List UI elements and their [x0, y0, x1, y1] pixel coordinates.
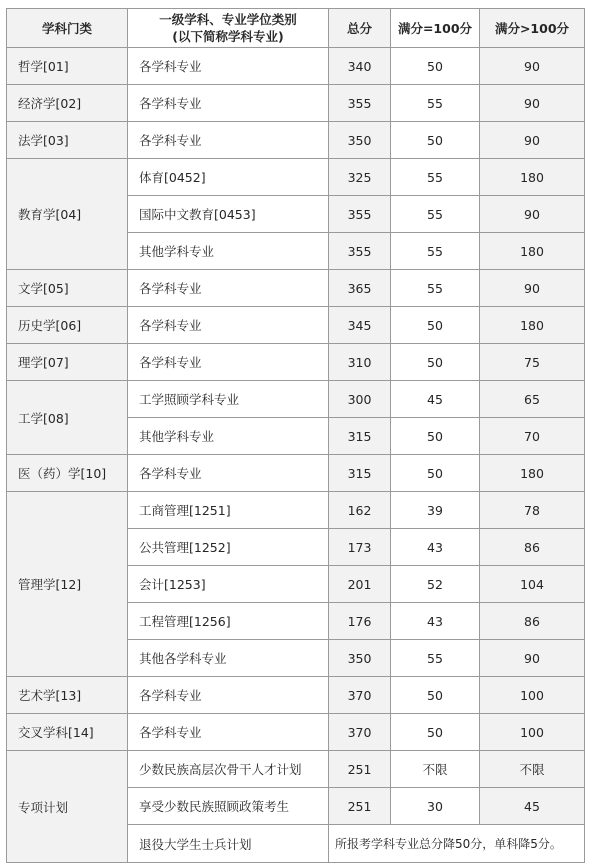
- score-100-cell: 55: [391, 196, 480, 233]
- score-100-cell: 不限: [391, 751, 480, 788]
- score-100-cell: 55: [391, 159, 480, 196]
- score-100-cell: 50: [391, 418, 480, 455]
- score-gt100-cell: 90: [480, 270, 585, 307]
- category-cell: 哲学[01]: [7, 48, 128, 85]
- score-gt100-cell: 86: [480, 529, 585, 566]
- table-row: [7, 751, 585, 788]
- specialty-cell: 其他学科专业: [128, 418, 329, 455]
- total-score-cell: 300: [329, 381, 391, 418]
- score-gt100-cell: 100: [480, 677, 585, 714]
- specialty-cell: 其他学科专业: [128, 233, 329, 270]
- specialty-cell: 各学科专业: [128, 714, 329, 751]
- score-100-cell: 50: [391, 677, 480, 714]
- specialty-cell: 各学科专业: [128, 307, 329, 344]
- score-gt100-cell: 70: [480, 418, 585, 455]
- header-full100: 满分=100分: [391, 9, 480, 48]
- score-100-cell: 55: [391, 640, 480, 677]
- note-cell: 所报考学科专业总分降50分，单科降5分。: [329, 825, 585, 863]
- category-cell: 教育学[04]: [7, 159, 128, 270]
- category-cell: 文学[05]: [7, 270, 128, 307]
- score-100-cell: 52: [391, 566, 480, 603]
- score-gt100-cell: 90: [480, 85, 585, 122]
- specialty-cell: 各学科专业: [128, 122, 329, 159]
- specialty-cell: 各学科专业: [128, 455, 329, 492]
- score-100-cell: 43: [391, 529, 480, 566]
- score-gt100-cell: 104: [480, 566, 585, 603]
- score-table: [6, 8, 585, 863]
- total-score-cell: 251: [329, 751, 391, 788]
- score-100-cell: 43: [391, 603, 480, 640]
- header-total: 总分: [329, 9, 391, 48]
- category-cell: 艺术学[13]: [7, 677, 128, 714]
- score-100-cell: 39: [391, 492, 480, 529]
- score-gt100-cell: 90: [480, 48, 585, 85]
- total-score-cell: 315: [329, 418, 391, 455]
- table-row: [7, 344, 585, 381]
- table-row: [7, 159, 585, 196]
- header-row: [7, 9, 585, 48]
- total-score-cell: 251: [329, 788, 391, 825]
- score-100-cell: 50: [391, 344, 480, 381]
- score-100-cell: 55: [391, 270, 480, 307]
- total-score-cell: 176: [329, 603, 391, 640]
- total-score-cell: 162: [329, 492, 391, 529]
- specialty-cell: 各学科专业: [128, 677, 329, 714]
- specialty-cell: 工程管理[1256]: [128, 603, 329, 640]
- total-score-cell: 355: [329, 196, 391, 233]
- total-score-cell: 355: [329, 85, 391, 122]
- table-row: [7, 270, 585, 307]
- total-score-cell: 350: [329, 640, 391, 677]
- score-100-cell: 50: [391, 455, 480, 492]
- category-cell: 经济学[02]: [7, 85, 128, 122]
- category-cell: 管理学[12]: [7, 492, 128, 677]
- score-gt100-cell: 86: [480, 603, 585, 640]
- total-score-cell: 350: [329, 122, 391, 159]
- specialty-cell: 享受少数民族照顾政策考生: [128, 788, 329, 825]
- score-gt100-cell: 45: [480, 788, 585, 825]
- specialty-cell: 公共管理[1252]: [128, 529, 329, 566]
- table-row: [7, 85, 585, 122]
- header-category: 学科门类: [7, 9, 128, 48]
- score-gt100-cell: 100: [480, 714, 585, 751]
- total-score-cell: 201: [329, 566, 391, 603]
- total-score-cell: 370: [329, 677, 391, 714]
- category-cell: 专项计划: [7, 751, 128, 863]
- total-score-cell: 310: [329, 344, 391, 381]
- specialty-cell: 各学科专业: [128, 344, 329, 381]
- header-specialty-line1: 一级学科、专业学位类别: [159, 12, 297, 27]
- total-score-cell: 355: [329, 233, 391, 270]
- score-gt100-cell: 90: [480, 196, 585, 233]
- total-score-cell: 365: [329, 270, 391, 307]
- score-100-cell: 30: [391, 788, 480, 825]
- total-score-cell: 345: [329, 307, 391, 344]
- score-100-cell: 50: [391, 714, 480, 751]
- category-cell: 工学[08]: [7, 381, 128, 455]
- score-gt100-cell: 180: [480, 307, 585, 344]
- header-specialty-line2: (以下简称学科专业): [172, 29, 284, 44]
- total-score-cell: 370: [329, 714, 391, 751]
- header-full-gt100: 满分>100分: [480, 9, 585, 48]
- score-gt100-cell: 90: [480, 122, 585, 159]
- table-row: [7, 381, 585, 418]
- total-score-cell: 325: [329, 159, 391, 196]
- total-score-cell: 340: [329, 48, 391, 85]
- score-gt100-cell: 180: [480, 233, 585, 270]
- score-100-cell: 55: [391, 233, 480, 270]
- table-row: [7, 714, 585, 751]
- table-row: [7, 122, 585, 159]
- specialty-cell: 少数民族高层次骨干人才计划: [128, 751, 329, 788]
- table-row: [7, 677, 585, 714]
- score-gt100-cell: 90: [480, 640, 585, 677]
- total-score-cell: 173: [329, 529, 391, 566]
- score-100-cell: 50: [391, 48, 480, 85]
- header-specialty: [128, 9, 329, 48]
- table-row: [7, 48, 585, 85]
- category-cell: 理学[07]: [7, 344, 128, 381]
- category-cell: 历史学[06]: [7, 307, 128, 344]
- score-gt100-cell: 65: [480, 381, 585, 418]
- specialty-cell: 各学科专业: [128, 85, 329, 122]
- score-gt100-cell: 78: [480, 492, 585, 529]
- category-cell: 医（药）学[10]: [7, 455, 128, 492]
- specialty-cell: 工学照顾学科专业: [128, 381, 329, 418]
- table-row: [7, 455, 585, 492]
- table-row: [7, 307, 585, 344]
- specialty-cell: 其他各学科专业: [128, 640, 329, 677]
- total-score-cell: 315: [329, 455, 391, 492]
- score-gt100-cell: 180: [480, 455, 585, 492]
- category-cell: 交叉学科[14]: [7, 714, 128, 751]
- specialty-cell: 工商管理[1251]: [128, 492, 329, 529]
- score-gt100-cell: 180: [480, 159, 585, 196]
- category-cell: 法学[03]: [7, 122, 128, 159]
- specialty-cell: 会计[1253]: [128, 566, 329, 603]
- specialty-cell: 体育[0452]: [128, 159, 329, 196]
- specialty-cell: 各学科专业: [128, 48, 329, 85]
- score-100-cell: 45: [391, 381, 480, 418]
- score-100-cell: 50: [391, 307, 480, 344]
- table-row: [7, 492, 585, 529]
- specialty-cell: 退役大学生士兵计划: [128, 825, 329, 863]
- specialty-cell: 各学科专业: [128, 270, 329, 307]
- score-100-cell: 50: [391, 122, 480, 159]
- score-gt100-cell: 不限: [480, 751, 585, 788]
- score-100-cell: 55: [391, 85, 480, 122]
- score-gt100-cell: 75: [480, 344, 585, 381]
- specialty-cell: 国际中文教育[0453]: [128, 196, 329, 233]
